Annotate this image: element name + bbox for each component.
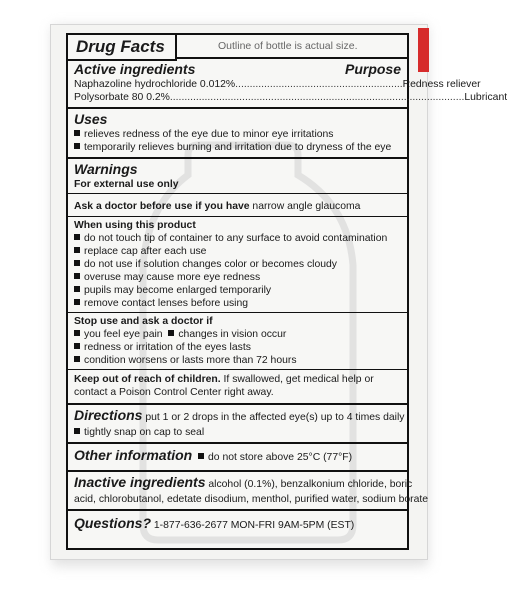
red-flap — [418, 28, 429, 72]
bullet-icon — [168, 330, 174, 336]
active-row: Polysorbate 80 0.2% ...................................................................................................... Lubricant — [74, 92, 507, 103]
questions-heading: Questions? — [74, 515, 152, 531]
other-information-heading: Other information — [74, 447, 193, 463]
inactive-ingredients-section: Inactive ingredients alcohol (0.1%), benzalkonium chloride, boric acid, chlorobutanol, edetate disodium, menthol, purified water, sodium borate — [68, 472, 407, 511]
stop-use-section — [68, 313, 407, 370]
purpose-heading: Purpose — [344, 61, 401, 77]
when-using-heading: When using this product — [74, 220, 196, 231]
list-item: tightly snap on cap to seal — [74, 426, 401, 439]
uses-heading: Uses — [74, 111, 108, 127]
bullet-icon — [74, 247, 80, 253]
list-item: pupils may become enlarged temporarily — [74, 284, 401, 297]
list-item: relieves redness of the eye due to minor eye irritations — [74, 128, 401, 141]
stop-use-heading: Stop use and ask a doctor if — [74, 316, 213, 327]
active-ingredients-section — [68, 59, 507, 109]
directions-section: Directions put 1 or 2 drops in the affected eye(s) up to 4 times daily tightly snap on cap to seal — [68, 405, 407, 444]
list-item: you feel eye pain changes in vision occur — [74, 328, 401, 341]
list-item: condition worsens or lasts more than 72 hours — [74, 354, 401, 367]
active-ingredient: Naphazoline hydrochloride 0.012% — [74, 79, 236, 90]
active-ingredient: Polysorbate 80 0.2% — [74, 92, 170, 103]
list-item: do not touch tip of container to any surface to avoid contamination — [74, 232, 401, 245]
active-ingredients-heading: Active ingredients — [74, 61, 196, 77]
bullet-icon — [74, 130, 80, 136]
warnings-section — [68, 159, 407, 194]
directions-heading: Directions — [74, 407, 143, 423]
active-purpose: Lubricant — [464, 92, 507, 103]
uses-section — [68, 109, 407, 159]
bullet-icon — [74, 299, 80, 305]
list-item: remove contact lenses before using — [74, 297, 401, 310]
list-item: do not use if solution changes color or becomes cloudy — [74, 258, 401, 271]
bullet-icon — [74, 286, 80, 292]
questions-section: Questions? 1-877-636-2677 MON-FRI 9AM-5PM (EST) — [74, 515, 355, 531]
list-item: replace cap after each use — [74, 245, 401, 258]
bullet-icon — [74, 428, 80, 434]
keep-out-section: Keep out of reach of children. If swallowed, get medical help or contact a Poison Control Center right away. — [68, 370, 407, 405]
bullet-icon — [74, 260, 80, 266]
active-purpose: Redness reliever — [402, 79, 481, 90]
bullet-icon — [74, 356, 80, 362]
list-item: temporarily relieves burning and irritation due to dryness of the eye — [74, 141, 401, 154]
external-use-line: For external use only — [74, 179, 179, 190]
active-row: Naphazoline hydrochloride 0.012% .......................................................... Redness reliever — [74, 79, 481, 90]
bullet-icon — [198, 453, 204, 459]
inactive-ingredients-heading: Inactive ingredients — [74, 474, 206, 490]
outline-note: Outline of bottle is actual size. — [218, 40, 358, 52]
list-item: overuse may cause more eye redness — [74, 271, 401, 284]
drug-facts-panel — [66, 33, 507, 550]
when-using-section — [68, 217, 407, 313]
bullet-icon — [74, 330, 80, 336]
ask-doctor-line: Ask a doctor before use if you have narrow angle glaucoma — [68, 194, 407, 217]
bullet-icon — [74, 273, 80, 279]
list-item: redness or irritation of the eyes lasts — [74, 341, 401, 354]
bullet-icon — [74, 143, 80, 149]
warnings-heading: Warnings — [74, 161, 138, 177]
drug-facts-title: Drug Facts — [66, 33, 177, 61]
other-information-section: Other information do not store above 25°C (77°F) — [68, 444, 407, 472]
bullet-icon — [74, 234, 80, 240]
drug-facts-header — [68, 35, 407, 59]
bullet-icon — [74, 343, 80, 349]
